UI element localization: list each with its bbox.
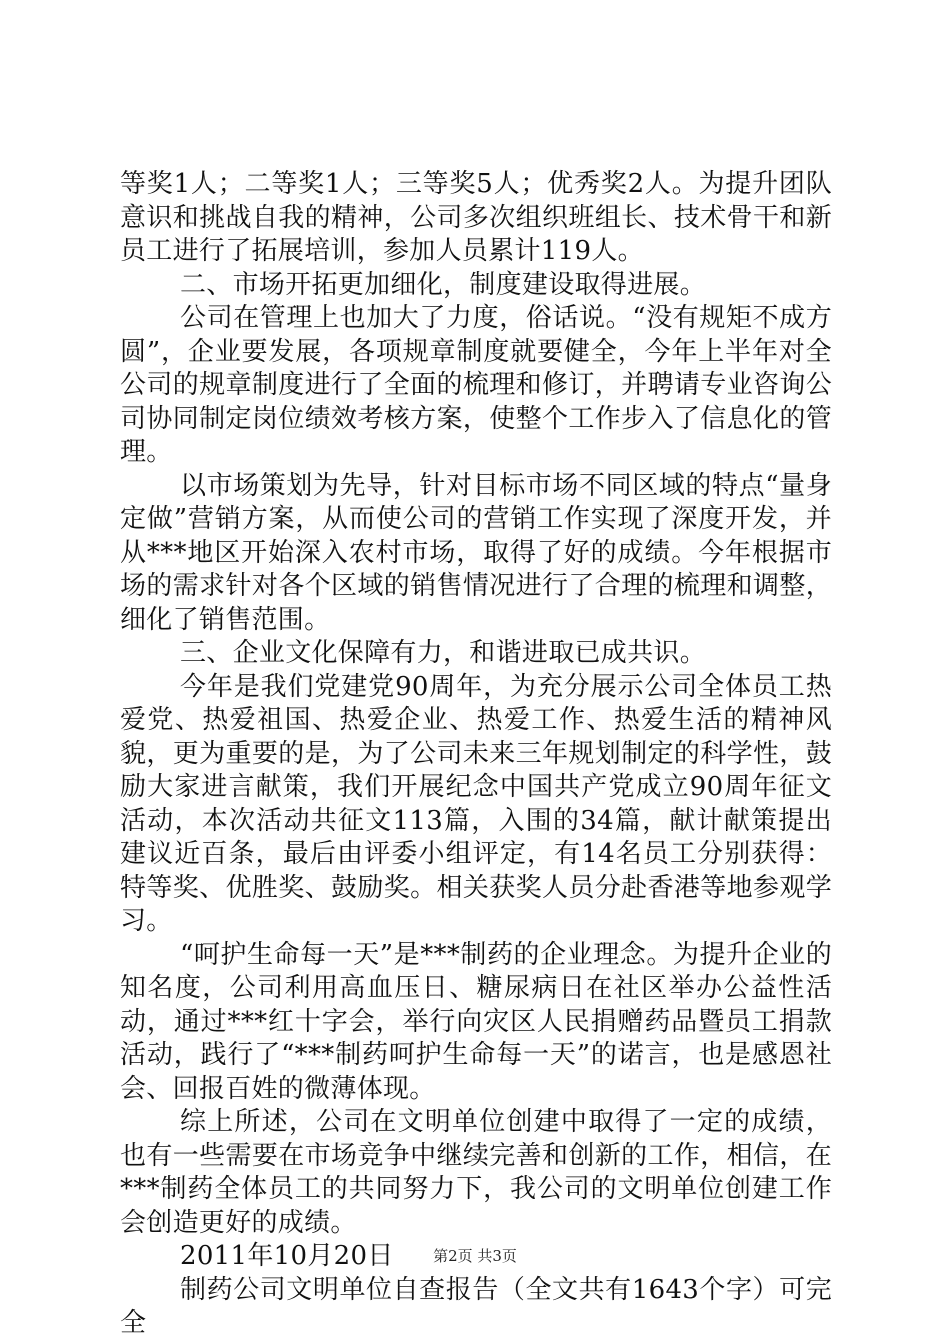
document-date: 2011年10月20日 <box>180 1241 394 1271</box>
document-body <box>120 168 832 1341</box>
paragraph-summary: 综上所述，公司在文明单位创建中取得了一定的成绩，也有一些需要在市场竞争中继续完善和创新的工作，相信，在***制药全体员工的共同努力下，我公司的文明单位创建工作会创造更好的成绩。 <box>120 1107 832 1238</box>
paragraph-awards: 等奖1人；二等奖1人；三等奖5人；优秀奖2人。为提升团队意识和挑战自我的精神，公司多次组织班组长、技术骨干和新员工进行了拓展培训，参加人员累计119人。 <box>120 169 832 266</box>
paragraph-anniversary: 今年是我们党建党90周年，为充分展示公司全体员工热爱党、热爱祖国、热爱企业、热爱工作、热爱生活的精神风貌，更为重要的是，为了公司未来三年规划制定的科学性，鼓励大家进言献策，我们开展纪念中国共产党成立90周年征文活动，本次活动共征文113篇，入围的34篇，献计献策提出建议近百条，最后由评委小组评定，有14名员工分别获得：特等奖、优胜奖、鼓励奖。相关获奖人员分赴香港等地参观学习。 <box>120 671 832 936</box>
heading-corporate-culture: 三、企业文化保障有力，和谐进取已成共识。 <box>180 638 707 668</box>
paragraph-management: 公司在管理上也加大了力度，俗话说。“没有规矩不成方圆”，企业要发展，各项规章制度就要健全，今年上半年对全公司的规章制度进行了全面的梳理和修订，并聘请专业咨询公司协同制定岗位绩效考核方案，使整个工作步入了信息化的管理。 <box>120 303 832 467</box>
paragraph-company-philosophy: “呵护生命每一天”是***制药的企业理念。为提升企业的知名度，公司利用高血压日、糖尿病日在社区举办公益性活动，通过***红十字会，举行向灾区人民捐赠药品暨员工捐款活动，践行了“***制药呵护生命每一天”的诺言，也是感恩社会、回报百姓的微薄体现。 <box>120 939 832 1104</box>
heading-market-expansion: 二、市场开拓更加细化，制度建设取得进展。 <box>180 269 707 300</box>
closing-line: 制药公司文明单位自查报告（全文共有1643个字）可完全 <box>120 1274 832 1338</box>
paragraph-marketing: 以市场策划为先导，针对目标市场不同区域的特点“量身定做”营销方案，从而使公司的营销工作实现了深度开发，并从***地区开始深入农村市场，取得了好的成绩。今年根据市场的需求针对各个区域的销售情况进行了合理的梳理和调整，细化了销售范围。 <box>120 470 832 635</box>
page-footer: 第2页 共3页 <box>433 1247 517 1265</box>
